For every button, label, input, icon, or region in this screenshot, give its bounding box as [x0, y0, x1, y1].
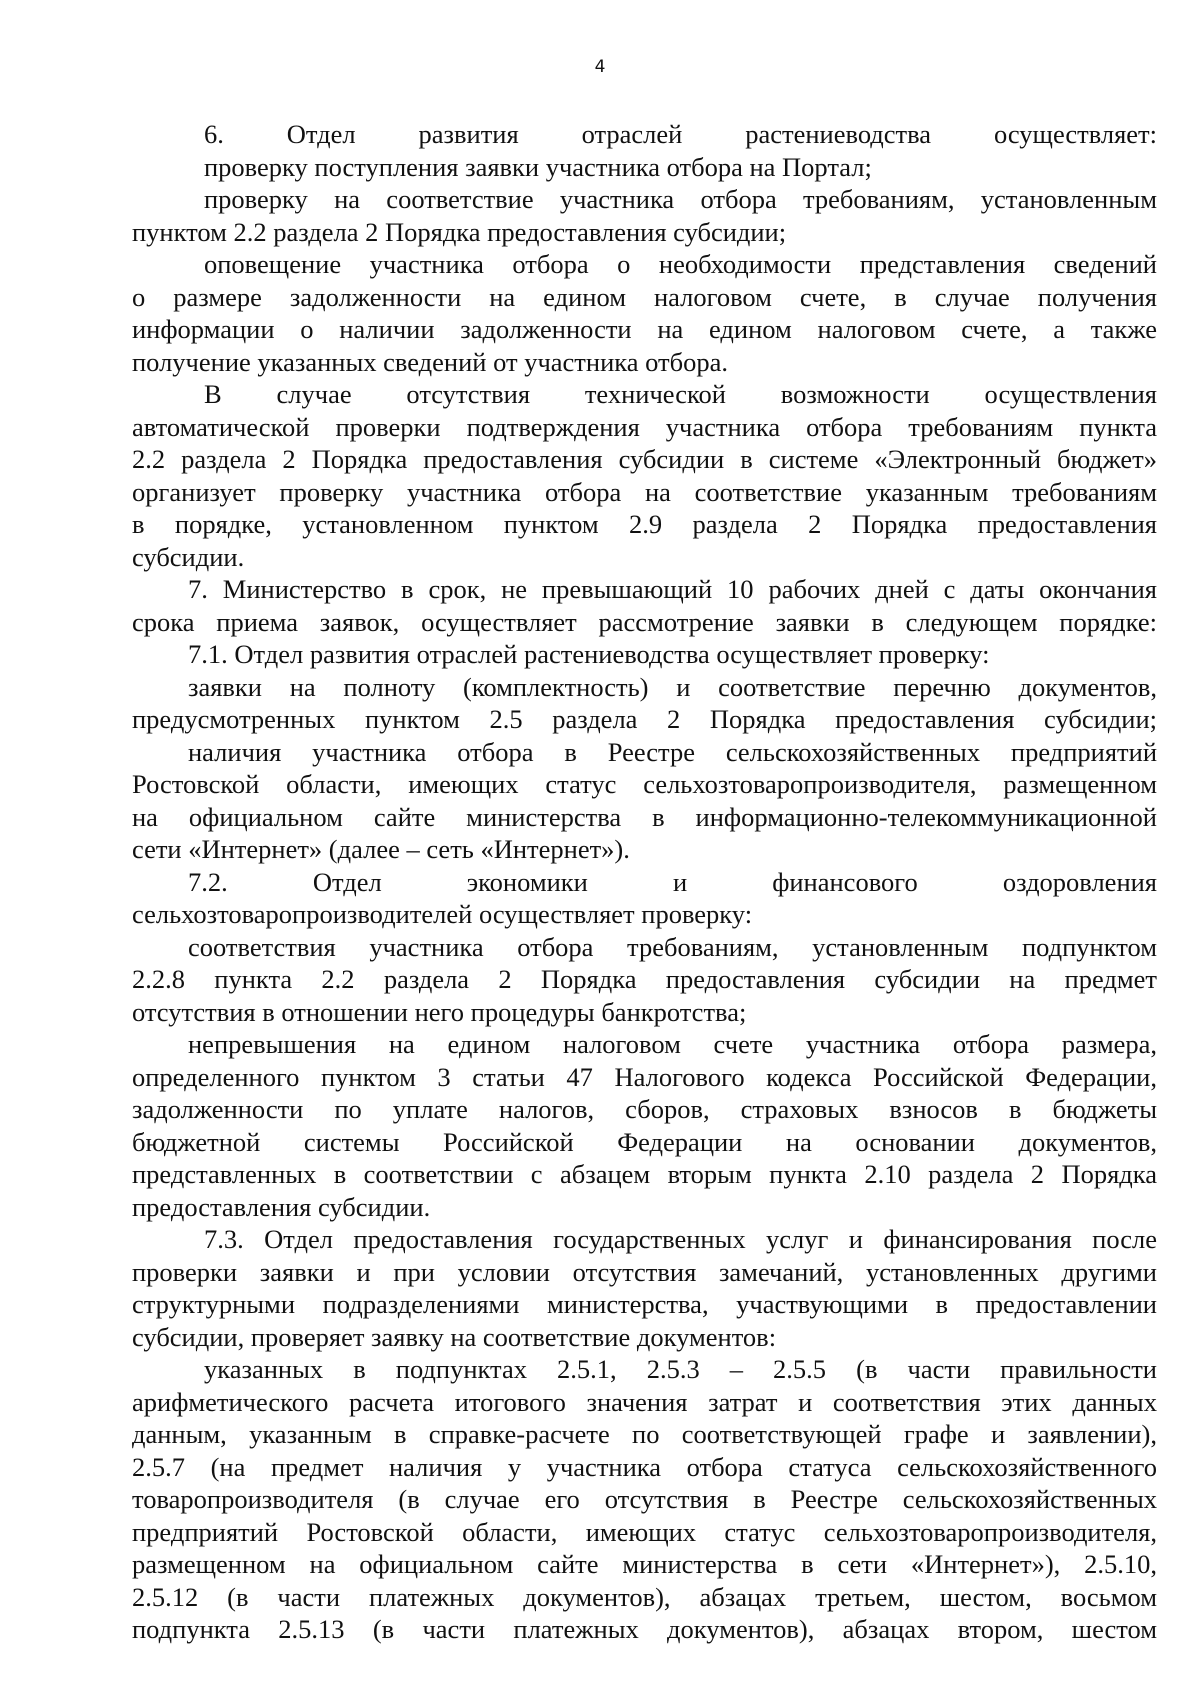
text-line: проверку на соответствие участника отбора требованиям, установленным [204, 184, 1157, 214]
text-line: заявки на полноту (комплектность) и соответствие перечню документов, [188, 671, 1157, 702]
text-line: структурными подразделениями министерства, участвующими в предоставлении [132, 1289, 1157, 1319]
text-line: В случае отсутствия технической возможности осуществления [204, 379, 1157, 409]
page-number: 4 [594, 57, 606, 77]
text-line: сети «Интернет» (далее – сеть «Интернет»). [132, 834, 630, 864]
text-line: 2.2 раздела 2 Порядка предоставления субсидии в системе «Электронный бюджет» [132, 444, 1157, 474]
text-line: отсутствия в отношении него процедуры банкротства; [132, 996, 747, 1027]
text-line: предприятий Ростовской области, имеющих статус сельхозтоваропроизводителя, [132, 1516, 1157, 1547]
text-line: 2.2.8 пункта 2.2 раздела 2 Порядка предоставления субсидии на предмет [132, 964, 1157, 994]
text-line: непревышения на едином налоговом счете участника отбора размера, [188, 1029, 1157, 1059]
text-line: 2.5.7 (на предмет наличия у участника отбора статуса сельскохозяйственного [132, 1451, 1157, 1482]
text-line: в порядке, установленном пунктом 2.9 раздела 2 Порядка предоставления [132, 509, 1157, 539]
text-line: о размере задолженности на едином налоговом счете, в случае получения [132, 281, 1157, 312]
text-line: 7.1. Отдел развития отраслей растениеводства осуществляет проверку: [188, 639, 990, 669]
text-line: 7.2. Отдел экономики и финансового оздоровления [188, 866, 1157, 897]
text-line: проверки заявки и при условии отсутствия замечаний, установленных другими [132, 1256, 1157, 1287]
text-line: 6. Отдел развития отраслей растениеводства осуществляет: [204, 119, 1157, 149]
text-line: срока приема заявок, осуществляет рассмотрение заявки в следующем порядке: [132, 606, 1157, 637]
text-line: информации о наличии задолженности на едином налоговом счете, а также [132, 314, 1157, 344]
text-line: определенного пунктом 3 статьи 47 Налогового кодекса Российской Федерации, [132, 1061, 1157, 1092]
text-line: организует проверку участника отбора на соответствие указанным требованиям [132, 476, 1157, 507]
text-line: субсидии. [132, 541, 245, 572]
text-line: размещенном на официальном сайте министерства в сети «Интернет»), 2.5.10, [132, 1549, 1157, 1579]
text-line: данным, указанным в справке-расчете по соответствующей графе и заявлении), [132, 1419, 1157, 1449]
text-line: представленных в соответствии с абзацем вторым пункта 2.10 раздела 2 Порядка [132, 1159, 1157, 1189]
text-line: 7.3. Отдел предоставления государственных услуг и финансирования после [204, 1224, 1157, 1254]
text-line: на официальном сайте министерства в информационно-телекоммуникационной [132, 801, 1157, 832]
text-line: подпункта 2.5.13 (в части платежных документов), абзацах втором, шестом [132, 1614, 1157, 1644]
text-line: предоставления субсидии. [132, 1191, 431, 1222]
text-line: оповещение участника отбора о необходимости представления сведений [204, 249, 1157, 279]
text-line: субсидии, проверяет заявку на соответствие документов: [132, 1321, 777, 1352]
text-line: задолженности по уплате налогов, сборов, страховых взносов в бюджеты [132, 1094, 1157, 1124]
text-line: получение указанных сведений от участника отбора. [132, 346, 728, 377]
text-line: указанных в подпунктах 2.5.1, 2.5.3 – 2.5.5 (в части правильности [204, 1354, 1157, 1384]
document-body [132, 118, 1157, 1646]
text-line: соответствия участника отбора требованиям, установленным подпунктом [188, 931, 1157, 962]
text-line: пунктом 2.2 раздела 2 Порядка предоставления субсидии; [132, 216, 787, 247]
text-line: бюджетной системы Российской Федерации на основании документов, [132, 1126, 1157, 1157]
text-line: 7. Министерство в срок, не превышающий 10 рабочих дней с даты окончания [188, 574, 1157, 604]
text-line: автоматической проверки подтверждения участника отбора требованиям пункта [132, 411, 1157, 442]
text-line: 2.5.12 (в части платежных документов), абзацах третьем, шестом, восьмом [132, 1581, 1157, 1612]
text-line: наличия участника отбора в Реестре сельскохозяйственных предприятий [188, 736, 1157, 767]
text-line: сельхозтоваропроизводителей осуществляет проверку: [132, 899, 753, 929]
text-line: товаропроизводителя (в случае его отсутствия в Реестре сельскохозяйственных [132, 1484, 1157, 1514]
text-line: арифметического расчета итогового значения затрат и соответствия этих данных [132, 1386, 1157, 1417]
text-line: Ростовской области, имеющих статус сельхозтоваропроизводителя, размещенном [132, 769, 1157, 799]
text-line: предусмотренных пунктом 2.5 раздела 2 Порядка предоставления субсидии; [132, 704, 1157, 734]
text-line: проверку поступления заявки участника отбора на Портал; [204, 151, 872, 182]
